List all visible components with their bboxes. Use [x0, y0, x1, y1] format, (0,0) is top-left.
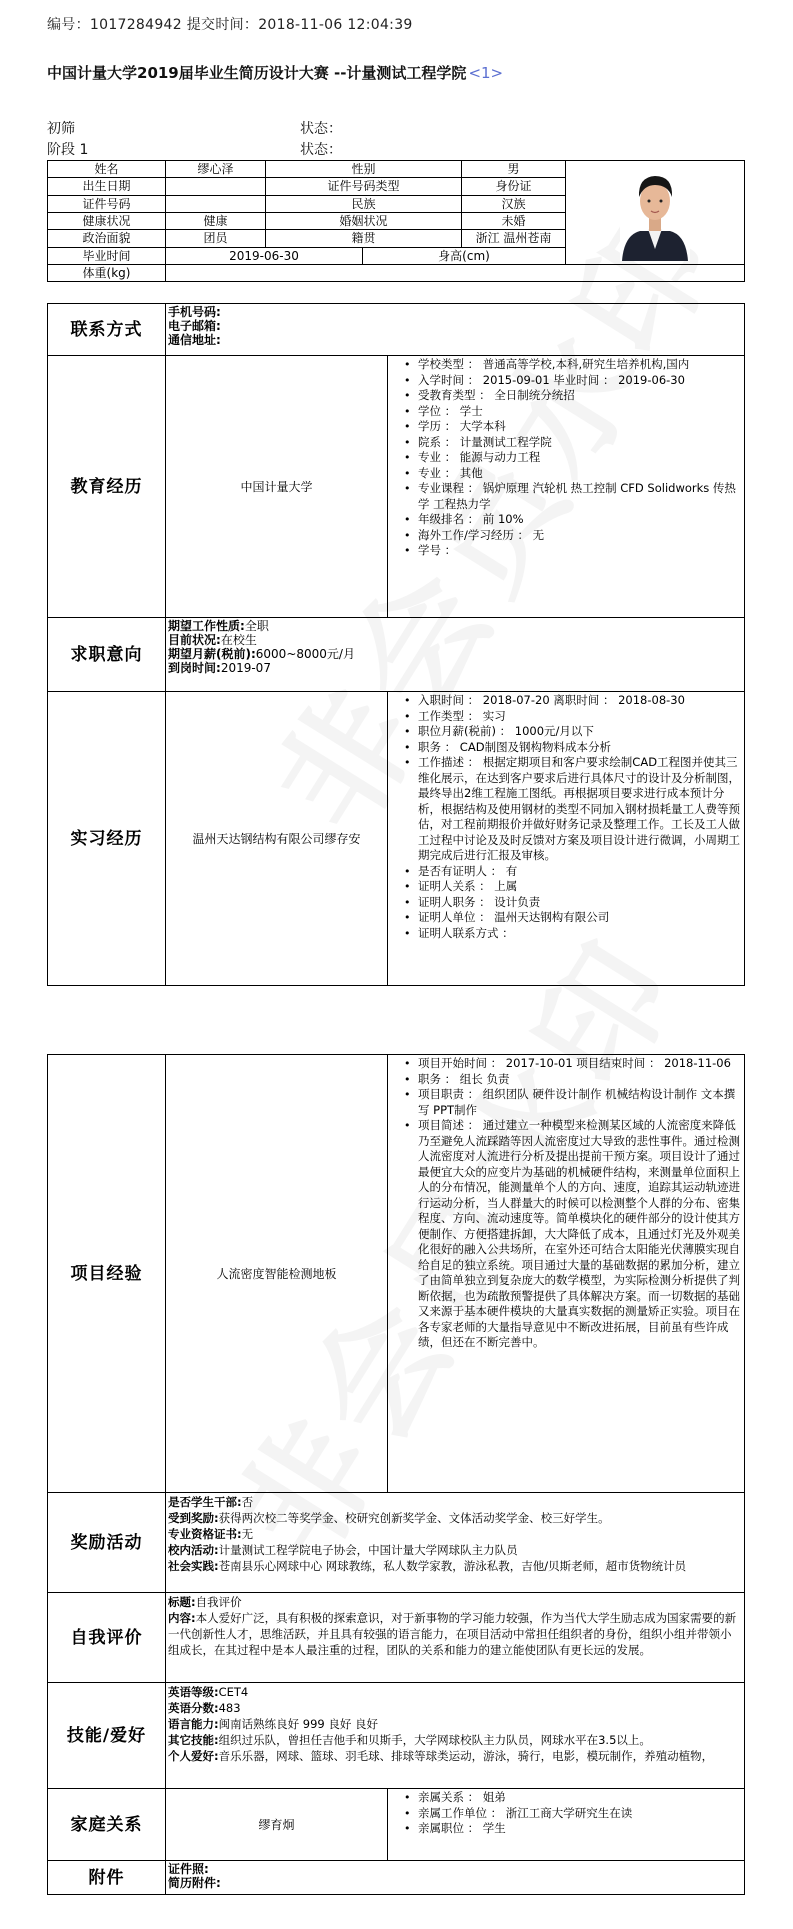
info-row: [168, 1558, 742, 1574]
family-details: [388, 1789, 745, 1861]
project-name: 人流密度智能检测地板: [166, 1055, 388, 1493]
awards-info: [166, 1493, 745, 1593]
phone-label: 手机号码:: [168, 305, 221, 319]
info-row: [168, 1494, 742, 1510]
info-row: [168, 1748, 742, 1764]
info-value: 无: [241, 1527, 254, 1541]
page-title: 中国计量大学2019届毕业生简历设计大赛 --计量测试工程学院 <1>: [47, 64, 504, 82]
list-item: • 职位月薪(税前) ： 1000元/月以下: [418, 724, 742, 740]
idtype-value: 身份证: [462, 178, 566, 195]
health-label: 健康状况: [48, 212, 166, 229]
info-row: [168, 1684, 742, 1700]
info-row: [168, 633, 742, 647]
info-value: 计量测试工程学院电子协会，中国计量大学网球队主力队员: [218, 1543, 518, 1557]
info-row: [168, 1526, 742, 1542]
info-key: 是否学生干部:: [168, 1495, 242, 1509]
marital-label: 婚姻状况: [266, 212, 462, 229]
list-item: • 职务 ： CAD制图及钢构物料成本分析: [418, 740, 742, 756]
round-label: 初筛: [47, 121, 75, 137]
info-row: [168, 1542, 742, 1558]
family-section-label: 家庭关系: [48, 1789, 166, 1861]
id-photo-label: 证件照:: [168, 1862, 209, 1876]
ethnic-label: 民族: [266, 195, 462, 212]
attach-section-label: 附件: [48, 1861, 166, 1895]
resume-sections-table-2: [47, 1054, 745, 1895]
education-section-label: 教育经历: [48, 356, 166, 618]
birth-value: [166, 178, 266, 195]
list-item: • 专业课程 ： 锅炉原理 汽轮机 热工控制 CFD Solidworks 传热学 工程热力学: [418, 481, 742, 512]
list-item: • 证明人联系方式 ：: [418, 926, 742, 942]
grad-value: 2019-06-30: [166, 247, 363, 264]
list-item: • 专业 ： 其他: [418, 466, 742, 482]
idno-value: [166, 195, 266, 212]
info-row: [168, 661, 742, 675]
info-key: 英语等级:: [168, 1685, 219, 1699]
internship-company: 温州天达钢结构有限公司缪存安: [166, 692, 388, 986]
internship-section-label: 实习经历: [48, 692, 166, 986]
list-item: • 项目简述 ： 通过建立一种模型来检测某区域的人流密度来降低乃至避免人流踩踏等因人流密度过大导致的悲性事件。通过检测人流密度对人流进行分析及提出提前干预方案。项目设计了通过最便宜大众的应变片为基础的机械硬件结构，来测量单位面积上人的分布情况，能测量单个人的方向、速度，追踪其运动轨迹进行运动分析，当人群量大的时候可以检测整个人群的分布、密集程度、方向、流动速度等。简单模块化的硬件部分的设计使其方便制作、方便搭建拆卸，大大降低了成本，且通过灯光及外观美化很好的融入公共场所，在室外还可结合太阳能光伏薄膜实现自给自足的独立系统。项目通过大量的基础数据的累加分析，建立了由简单独立到复杂庞大的数学模型，为实际检测分析提供了判断依据，也为疏散预警提供了具体解决方案。而一切数据的基础又来源于基本硬件模块的大量真实数据的测量矫正实验。项目在各专家老师的大量指导意见中不断改进拓展，目前虽有些许成绩，但还在不断完善中。: [418, 1118, 742, 1351]
list-item: • 专业 ： 能源与动力工程: [418, 450, 742, 466]
list-item: • 工作描述 ： 根据定期项目和客户要求绘制CAD工程图并使其三维化展示，在达到客户要求后进行具体尺寸的设计及分析制图，最终导出2维工程施工图纸。再根据项目要求进行成本预计分析，根据结构及使用钢材的类型不同加入钢材损耗量工人费等预估，对工程前期报价并做好财务记录及整理工作。工长及工人做工过程中讨论及及时反馈对方案及项目设计进行微调，小周期工期完成后进行汇报及审核。: [418, 755, 742, 864]
list-item: • 学历 ： 大学本科: [418, 419, 742, 435]
list-item: • 证明人关系 ： 上属: [418, 879, 742, 895]
list-item: • 职务 ： 组长 负责: [418, 1072, 742, 1088]
project-details: [388, 1055, 745, 1493]
skills-section-label: 技能/爱好: [48, 1683, 166, 1789]
info-value: 483: [218, 1701, 241, 1715]
info-value: 闽南话熟练良好 999 良好 良好: [218, 1717, 379, 1731]
avatar: [620, 161, 690, 261]
health-value: 健康: [166, 212, 266, 229]
list-item: • 项目开始时间 ： 2017-10-01 项目结束时间 ： 2018-11-06: [418, 1056, 742, 1072]
attach-info: [166, 1861, 745, 1895]
project-section-label: 项目经验: [48, 1055, 166, 1493]
basic-info-table: [47, 160, 745, 282]
info-key: 其它技能:: [168, 1733, 219, 1747]
info-key: 受到奖励:: [168, 1511, 219, 1525]
ethnic-value: 汉族: [462, 195, 566, 212]
contact-info: [166, 304, 745, 356]
political-label: 政治面貌: [48, 230, 166, 247]
info-key: 社会实践:: [168, 1559, 219, 1573]
birth-label: 出生日期: [48, 178, 166, 195]
info-row: [168, 619, 742, 633]
list-item: • 亲属工作单位 ： 浙江工商大学研究生在读: [418, 1806, 742, 1822]
info-row: [168, 1700, 742, 1716]
marital-value: 未婚: [462, 212, 566, 229]
info-value: 2019-07: [220, 661, 271, 675]
list-item: • 工作类型 ： 实习: [418, 709, 742, 725]
political-value: 团员: [166, 230, 266, 247]
list-item: • 入职时间 ： 2018-07-20 离职时间 ： 2018-08-30: [418, 693, 742, 709]
name-label: 姓名: [48, 161, 166, 178]
awards-section-label: 奖励活动: [48, 1493, 166, 1593]
weight-label: 体重(kg): [48, 265, 166, 282]
info-value: 组织过乐队，曾担任吉他手和贝斯手，大学网球校队主力队员，网球水平在3.5以上。: [218, 1733, 651, 1747]
status-label: 状态：: [300, 121, 342, 137]
selfeval-info: [166, 1593, 745, 1683]
idtype-label: 证件号码类型: [266, 178, 462, 195]
intent-section-label: 求职意向: [48, 618, 166, 692]
selfeval-title-value: 自我评价: [195, 1595, 242, 1609]
gender-value: 男: [462, 161, 566, 178]
info-value: 全职: [244, 619, 269, 633]
info-value: 苍南县乐心网球中心 网球教练，私人数学家教，游泳私教，吉他/贝斯老师，超市货物统计员: [218, 1559, 687, 1573]
education-list: [390, 357, 742, 559]
internship-list: [390, 693, 742, 941]
stage-label: 阶段 1: [47, 142, 89, 158]
list-item: • 海外工作/学习经历 ： 无: [418, 528, 742, 544]
list-item: • 年级排名 ： 前 10%: [418, 512, 742, 528]
list-item: • 是否有证明人 ： 有: [418, 864, 742, 880]
info-row: [168, 1510, 742, 1526]
list-item: • 学校类型 ： 普通高等学校,本科,研究生培养机构,国内: [418, 357, 742, 373]
info-key: 期望月薪(税前):: [168, 647, 256, 661]
info-key: 专业资格证书:: [168, 1527, 242, 1541]
list-item: • 学位 ： 学士: [418, 404, 742, 420]
native-value: 浙江 温州苍南: [462, 230, 566, 247]
info-key: 校内活动:: [168, 1543, 219, 1557]
info-value: CET4: [218, 1685, 249, 1699]
skills-info: [166, 1683, 745, 1789]
submission-info: 编号：1017284942 提交时间：2018-11-06 12:04:39: [47, 17, 413, 33]
info-row: [168, 1732, 742, 1748]
info-key: 期望工作性质:: [168, 619, 245, 633]
list-item: • 入学时间 ： 2015-09-01 毕业时间 ： 2019-06-30: [418, 373, 742, 389]
education-details: [388, 356, 745, 618]
grad-label: 毕业时间: [48, 247, 166, 264]
list-item: • 亲属职位 ： 学生: [418, 1821, 742, 1837]
info-key: 个人爱好:: [168, 1749, 219, 1763]
info-row: [168, 647, 742, 661]
family-list: [390, 1790, 742, 1837]
list-item: • 受教育类型 ： 全日制统分统招: [418, 388, 742, 404]
list-item: • 证明人单位 ： 温州天达钢构有限公司: [418, 910, 742, 926]
info-value: 否: [241, 1495, 254, 1509]
height-label: 身高(cm): [363, 247, 566, 264]
email-label: 电子邮箱:: [168, 319, 221, 333]
intent-info: [166, 618, 745, 692]
list-item: • 院系 ： 计量测试工程学院: [418, 435, 742, 451]
info-key: 英语分数:: [168, 1701, 219, 1715]
idno-label: 证件号码: [48, 195, 166, 212]
native-label: 籍贯: [266, 230, 462, 247]
project-list: [390, 1056, 742, 1351]
education-school: 中国计量大学: [166, 356, 388, 618]
info-value: 6000~8000元/月: [255, 647, 355, 661]
contact-section-label: 联系方式: [48, 304, 166, 356]
list-item: • 亲属关系 ： 姐弟: [418, 1790, 742, 1806]
resume-attach-label: 简历附件:: [168, 1876, 221, 1890]
selfeval-content-label: 内容:: [168, 1611, 196, 1625]
selfeval-section-label: 自我评价: [48, 1593, 166, 1683]
info-key: 到岗时间:: [168, 661, 221, 675]
selfeval-title-label: 标题:: [168, 1595, 196, 1609]
selfeval-content-value: 本人爱好广泛，具有积极的探索意识，对于新事物的学习能力较强，作为当代大学生励志成为国家需要的新一代创新性人才，思维活跃，并且具有较强的语言能力，在项目活动中常担任组织者的身份，组织小组并带领小组成长，在其过程中是本人最注重的过程，团队的关系和能力的建立能使团队有更长远的发展。: [168, 1611, 737, 1657]
info-value: 在校生: [220, 633, 257, 647]
info-value: 音乐乐器，网球、篮球、羽毛球、排球等球类运动，游泳，骑行，电影，模玩制作，养殖动植物，: [218, 1749, 714, 1763]
family-name: 缪育炯: [166, 1789, 388, 1861]
status-label: 状态：: [300, 142, 342, 158]
info-value: 获得两次校二等奖学金、校研究创新奖学金、文体活动奖学金、校三好学生。: [218, 1511, 610, 1525]
internship-details: [388, 692, 745, 986]
title-index: <1>: [468, 64, 504, 82]
list-item: • 项目职责 ： 组织团队 硬件设计制作 机械结构设计制作 文本撰写 PPT制作: [418, 1087, 742, 1118]
photo-cell: [566, 161, 745, 265]
list-item: • 证明人职务 ： 设计负责: [418, 895, 742, 911]
name-value: 缪心泽: [166, 161, 266, 178]
address-label: 通信地址:: [168, 333, 221, 347]
list-item: • 学号 ：: [418, 543, 742, 559]
resume-sections-table: [47, 303, 745, 986]
info-key: 目前状况:: [168, 633, 221, 647]
info-key: 语言能力:: [168, 1717, 219, 1731]
weight-value: [166, 265, 745, 282]
info-row: [168, 1716, 742, 1732]
gender-label: 性别: [266, 161, 462, 178]
